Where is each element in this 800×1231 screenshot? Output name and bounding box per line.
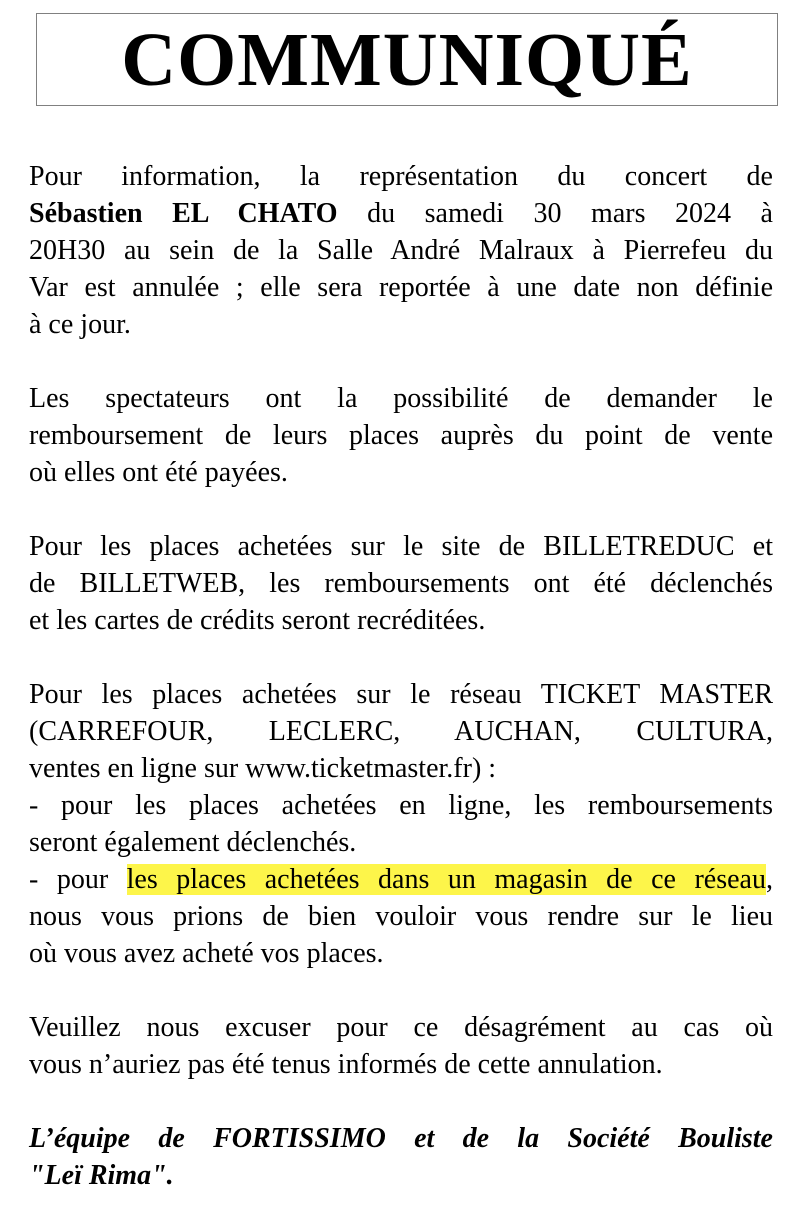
text-line: - pour les places achetées en ligne, les remboursements (29, 790, 773, 821)
text-line: à ce jour. (29, 309, 131, 340)
paragraph-ticketmaster (29, 676, 773, 972)
text-line: seront également déclenchés. (29, 827, 357, 858)
highlighted-text: les places achetées dans un magasin de ce réseau (126, 864, 766, 895)
signature-line: "Leï Rima". (29, 1160, 174, 1191)
text-line: Veuillez nous excuser pour ce désagrément au cas où (29, 1012, 773, 1043)
text-line: où elles ont été payées. (29, 457, 288, 488)
page-title: COMMUNIQUÉ (121, 17, 693, 102)
text-segment: , (765, 864, 773, 895)
signature-line: L’équipe de FORTISSIMO et de la Société Bouliste (29, 1123, 773, 1154)
title-box (36, 13, 778, 106)
text-line: remboursement de leurs places auprès du point de vente (29, 420, 773, 451)
text-line: Pour les places achetées sur le site de BILLETREDUC et (29, 531, 773, 562)
text-line: Pour les places achetées sur le réseau TICKET MASTER (29, 679, 773, 710)
text-line (29, 195, 773, 232)
paragraph-cancellation (29, 158, 773, 343)
communique-body (29, 158, 773, 1231)
text-segment: du samedi 30 mars 2024 à (337, 198, 773, 229)
text-line (29, 861, 773, 898)
artist-name: Sébastien EL CHATO (29, 198, 338, 229)
text-line: (CARREFOUR, LECLERC, AUCHAN, CULTURA, (29, 716, 773, 747)
text-line: Pour information, la représentation du concert de (29, 161, 773, 192)
text-line: 20H30 au sein de la Salle André Malraux à Pierrefeu du (29, 235, 773, 266)
text-line: où vous avez acheté vos places. (29, 938, 384, 969)
text-line: ventes en ligne sur www.ticketmaster.fr) : (29, 753, 497, 784)
text-line: Var est annulée ; elle sera reportée à une date non définie (29, 272, 773, 303)
text-line: nous vous prions de bien vouloir vous rendre sur le lieu (29, 901, 773, 932)
text-line: de BILLETWEB, les remboursements ont été déclenchés (29, 568, 773, 599)
text-line: vous n’auriez pas été tenus informés de cette annulation. (29, 1049, 663, 1080)
paragraph-refund (29, 380, 773, 491)
text-line: et les cartes de crédits seront recréditées. (29, 605, 486, 636)
paragraph-apology (29, 1009, 773, 1083)
text-segment: - pour (29, 864, 127, 895)
paragraph-online-sites (29, 528, 773, 639)
signature (29, 1120, 773, 1194)
text-line: Les spectateurs ont la possibilité de demander le (29, 383, 773, 414)
